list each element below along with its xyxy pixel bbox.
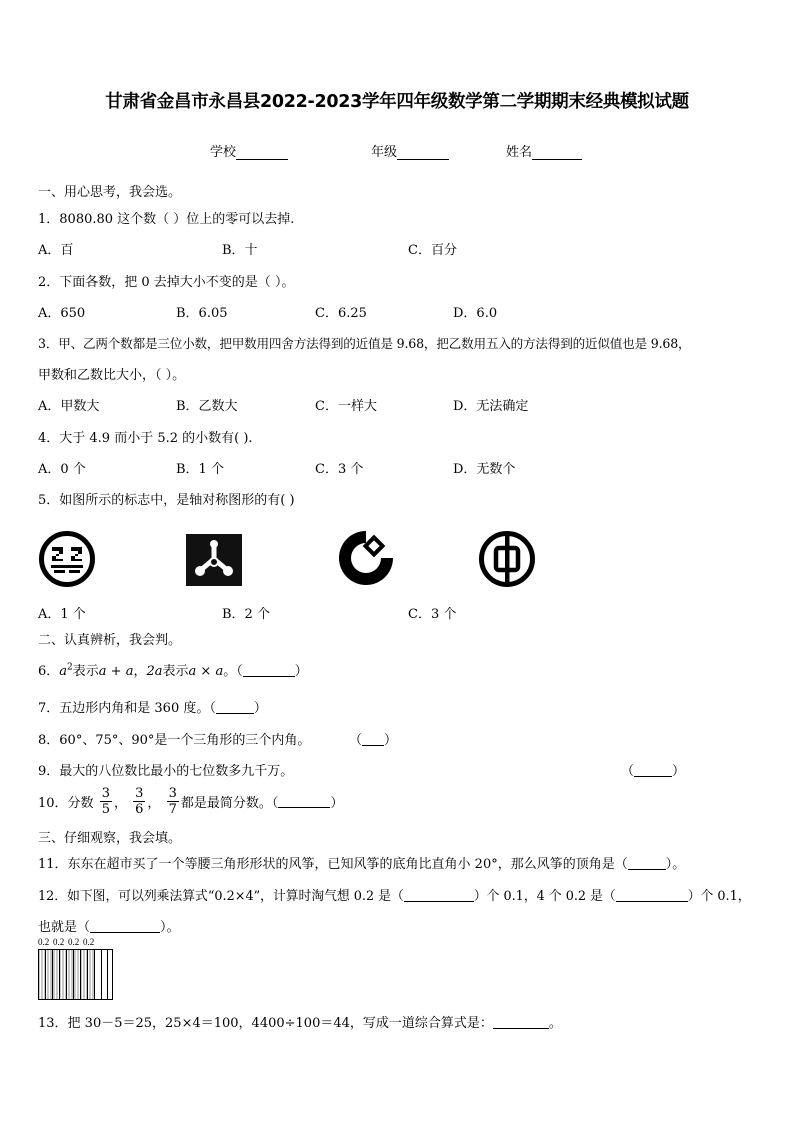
school-field[interactable]: [210, 141, 288, 160]
q6-a-symbol: a: [59, 664, 68, 679]
grade-label: 年级: [371, 145, 398, 160]
q7-statement: [38, 697, 267, 716]
q9-answer-blank[interactable]: [634, 764, 672, 777]
q2-option-b[interactable]: B．6.05: [176, 306, 228, 321]
q7-answer-blank[interactable]: [216, 701, 254, 714]
q12-statement-line2: [38, 916, 180, 935]
q4-option-c[interactable]: C．3 个: [315, 462, 364, 477]
q1-option-b[interactable]: B．十: [222, 243, 258, 258]
q6-answer-blank[interactable]: [243, 664, 295, 677]
q6-comma: ，: [133, 664, 147, 679]
q4-option-b[interactable]: B．1 个: [176, 462, 224, 477]
q13-text: 13．把 30－5＝25，25×4＝100，4400÷100＝44，写成一道综合算式是：: [38, 1016, 493, 1031]
q9-paren-open: （: [621, 764, 635, 779]
q11-text: 11．东东在超市买了一个等腰三角形形状的风筝，已知风筝的底角比直角小 20°，那么风筝的顶角是（: [38, 857, 628, 872]
q8-paren-close: ）: [384, 733, 398, 748]
q12-answer-blank-3[interactable]: [90, 920, 160, 933]
q13-period: 。: [548, 1016, 562, 1031]
q12-answer-blank-1[interactable]: [404, 889, 474, 902]
q5-text: 5．如图所示的标志中，是轴对称图形的有( ): [38, 493, 295, 508]
bank-logo-1-icon: [38, 530, 96, 588]
q10-fraction-3-numerator: 3: [168, 786, 177, 801]
q7-paren-close: ）: [253, 701, 267, 716]
q12-answer-blank-2[interactable]: [616, 889, 688, 902]
page-title: 甘肃省金昌市永昌县2022-2023学年四年级数学第二学期期末经典模拟试题: [105, 92, 689, 112]
q3-option-a[interactable]: A．甲数大: [38, 399, 100, 414]
q10-fraction-1-denominator: 5: [101, 802, 110, 817]
strip-label-4: 0.2: [83, 937, 95, 947]
q6-paren-open: 。（: [223, 664, 243, 679]
strip-label-2: 0.2: [53, 937, 65, 947]
q10-number: 10．分数: [38, 796, 94, 811]
q1-option-c[interactable]: C．百分: [408, 243, 457, 258]
q10-fraction-3: [167, 786, 179, 817]
q12-text-1: 12．如下图，可以列乘法算式“0.2×4”，计算时淘气想 0.2 是（: [38, 889, 404, 904]
name-label: 姓名: [506, 145, 533, 160]
q10-paren-close: ）: [330, 796, 344, 811]
strip-label-3: 0.2: [68, 937, 80, 947]
q10-comma-2: ，: [147, 796, 161, 811]
q6-a-plus-a: a + a: [98, 664, 134, 679]
q3-text-line2: 甲数和乙数比大小，（ ）。: [38, 368, 186, 383]
q2-option-d[interactable]: D．6.0: [453, 306, 498, 321]
q4-option-a[interactable]: A．0 个: [38, 462, 86, 477]
q10-answer-blank[interactable]: [278, 795, 330, 808]
bank-logo-3-icon: [336, 528, 396, 588]
school-blank[interactable]: [236, 146, 288, 160]
q6-exponent: 2: [67, 662, 73, 673]
name-blank[interactable]: [532, 146, 582, 160]
q10-fraction-2-denominator: 6: [135, 802, 144, 817]
name-field[interactable]: [506, 141, 582, 160]
q6-paren-close: ）: [294, 664, 308, 679]
q10-statement: [38, 786, 343, 817]
q3-option-b[interactable]: B．乙数大: [176, 399, 238, 414]
q12-text-3: ）个 0.1，: [687, 889, 751, 904]
q6-a-times-a: a × a: [188, 664, 224, 679]
q5-option-c[interactable]: C．3 个: [408, 607, 457, 622]
q7-text: 7．五边形内角和是 360 度。（: [38, 701, 216, 716]
section-1-heading: 一、用心思考，我会选。: [38, 185, 182, 200]
q3-text-line1: 3．甲、乙两个数都是三位小数，把甲数用四舍方法得到的近值是 9.68，把乙数用五入的方法得到的近似值也是 9.68，: [38, 336, 691, 351]
q6-text-b: 表示: [162, 664, 189, 679]
q10-fraction-2-numerator: 3: [135, 786, 144, 801]
q11-paren-close: ）。: [665, 857, 686, 872]
q12-text-2: ）个 0.1，4 个 0.2 是（: [473, 889, 616, 904]
q9-paren-close: ）: [672, 764, 686, 779]
q11-answer-blank[interactable]: [628, 857, 666, 870]
q12-text-4: 也就是（: [38, 920, 91, 935]
q6-statement: [38, 660, 308, 679]
q10-fraction-1-numerator: 3: [101, 786, 110, 801]
q11-statement: [38, 853, 685, 872]
q13-answer-blank[interactable]: [493, 1016, 549, 1029]
q8-answer: [349, 729, 397, 748]
q6-number: 6．: [38, 664, 60, 679]
section-3-heading: 三、仔细观察，我会填。: [38, 831, 182, 846]
bank-logo-2-icon: [186, 534, 242, 586]
q2-text: 2．下面各数，把 0 去掉大小不变的是（ ）。: [38, 275, 295, 290]
q5-option-a[interactable]: A．1 个: [38, 607, 86, 622]
bank-logo-4-icon: [478, 530, 536, 588]
q8-text: 8．60°、75°、90°是一个三角形的三个内角。: [38, 733, 311, 748]
q1-option-a[interactable]: A．百: [38, 243, 74, 258]
q13-statement: [38, 1012, 562, 1031]
q4-text: 4．大于 4.9 而小于 5.2 的小数有( ).: [38, 431, 253, 446]
q10-fraction-3-denominator: 7: [168, 802, 177, 817]
q5-option-b[interactable]: B．2 个: [222, 607, 270, 622]
q12-statement-line1: [38, 885, 751, 904]
q3-option-c[interactable]: C．一样大: [315, 399, 377, 414]
q2-option-c[interactable]: C．6.25: [315, 306, 367, 321]
q8-paren-open: （: [349, 733, 363, 748]
q10-fraction-1: [100, 786, 112, 817]
q12-text-5: ）。: [160, 920, 180, 935]
section-2-heading: 二、认真辨析，我会判。: [38, 633, 182, 648]
strip-label-1: 0.2: [38, 937, 50, 947]
q6-text-a: 表示: [72, 664, 99, 679]
q10-comma-1: ，: [113, 796, 127, 811]
grade-blank[interactable]: [397, 146, 449, 160]
q4-option-d[interactable]: D．无数个: [453, 462, 516, 477]
q9-answer: [621, 760, 685, 779]
grade-field[interactable]: [371, 141, 449, 160]
q2-option-a[interactable]: A．650: [38, 306, 86, 321]
q9-text: 9．最大的八位数比最小的七位数多九千万。: [38, 764, 294, 779]
q10-fraction-2: [133, 786, 145, 817]
q3-option-d[interactable]: D．无法确定: [453, 399, 529, 414]
q10-text: 都是最简分数。（: [180, 796, 279, 811]
q8-answer-blank[interactable]: [362, 733, 384, 746]
strip-diagram: [38, 949, 114, 1001]
school-label: 学校: [210, 145, 237, 160]
q1-text: 1．8080.80 这个数（ ）位上的零可以去掉.: [38, 212, 295, 227]
q6-two-a: 2a: [146, 664, 163, 679]
